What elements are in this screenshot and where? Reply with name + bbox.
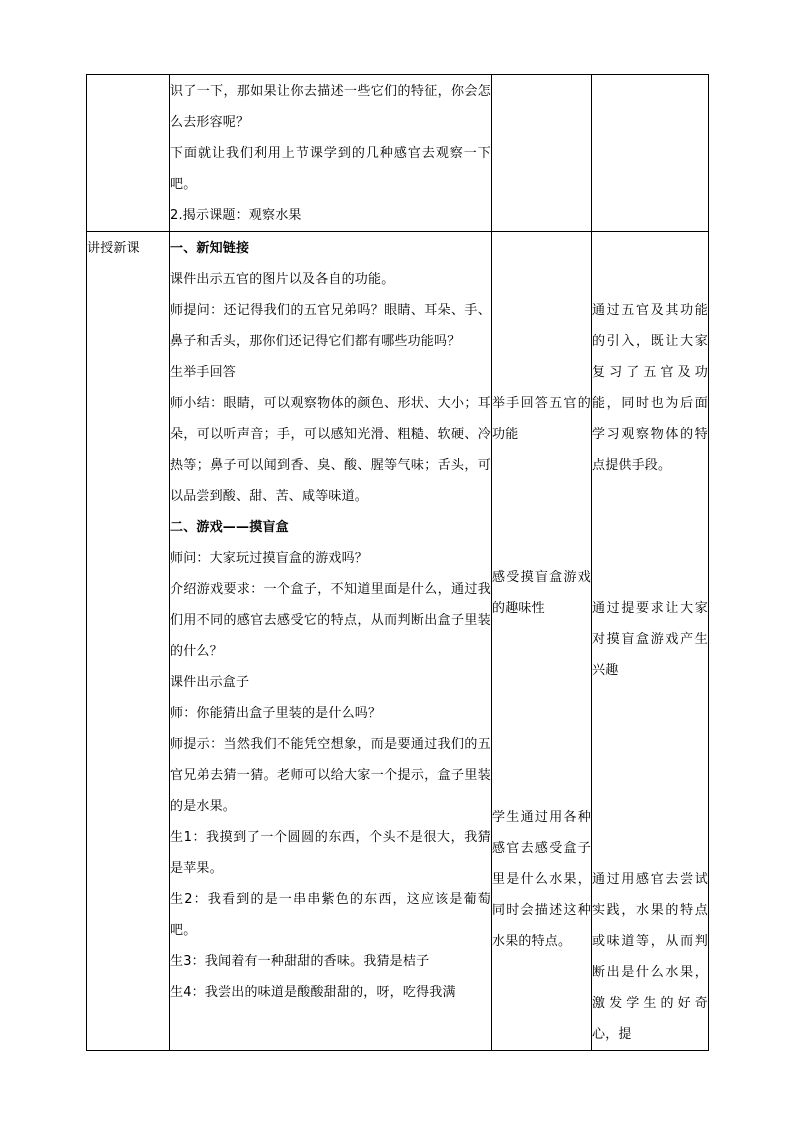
design-intent-cell <box>592 75 709 232</box>
content-paragraph: 生4：我尝出的味道是酸酸甜甜的，呀，吃得我满 <box>170 985 456 1000</box>
student-activity: 感受摸盲盒游戏的趣味性 <box>492 570 591 616</box>
table-row <box>87 75 709 232</box>
stage-label: 讲授新课 <box>87 241 140 256</box>
section-heading: 一、新知链接 <box>170 241 250 256</box>
teaching-content-cell <box>170 232 492 1051</box>
design-intent: 通过用感官去尝试实践，水果的特点或味道等，从而判断出是什么水果，激发学生的好奇心，提 <box>592 872 708 1042</box>
student-activity-cell <box>492 75 592 232</box>
content-paragraph: 生1：我摸到了一个圆圆的东西，个头不是很大，我猜是苹果。 <box>170 830 491 876</box>
student-activity-cell <box>492 232 592 1051</box>
design-intent: 通过提要求让大家对摸盲盒游戏产生兴趣 <box>592 601 708 678</box>
teaching-content-cell <box>170 75 492 232</box>
content-paragraph: 生举手回答 <box>170 365 237 380</box>
content-paragraph: 2.揭示课题：观察水果 <box>170 208 302 223</box>
stage-label-cell <box>87 232 170 1051</box>
section-heading: 二、游戏——摸盲盒 <box>170 520 289 535</box>
content-paragraph: 下面就让我们利用上节课学到的几种感官去观察一下吧。 <box>170 146 491 192</box>
student-activity: 学生通过用各种感官去感受盒子里是什么水果，同时会描述这种水果的特点。 <box>492 810 591 949</box>
content-paragraph: 师问：大家玩过摸盲盒的游戏吗？ <box>170 551 369 566</box>
content-paragraph: 生2：我看到的是一串串紫色的东西，这应该是葡萄吧。 <box>170 892 491 938</box>
design-intent-cell <box>592 232 709 1051</box>
student-activity: 举手回答五官的功能 <box>492 396 591 442</box>
content-paragraph: 课件出示五官的图片以及各自的功能。 <box>170 272 395 287</box>
content-paragraph: 课件出示盒子 <box>170 675 250 690</box>
content-paragraph: 识了一下，那如果让你去描述一些它们的特征，你会怎么去形容呢？ <box>170 84 491 130</box>
table-row <box>87 232 709 1051</box>
content-paragraph: 生3：我闻着有一种甜甜的香味。我猜是桔子 <box>170 954 430 969</box>
content-paragraph: 师提问：还记得我们的五官兄弟吗？眼睛、耳朵、手、鼻子和舌头，那你们还记得它们都有哪些功能吗？ <box>170 303 491 349</box>
content-paragraph: 师：你能猜出盒子里装的是什么吗？ <box>170 706 382 721</box>
stage-label-cell <box>87 75 170 232</box>
content-paragraph: 介绍游戏要求：一个盒子，不知道里面是什么，通过我们用不同的感官去感受它的特点，从而判断出盒子里装的什么？ <box>170 582 491 659</box>
design-intent: 通过五官及其功能的引入，既让大家复习了五官及功能，同时也为后面学习观察物体的特点提供手段。 <box>592 303 708 473</box>
content-paragraph: 师小结：眼睛，可以观察物体的颜色、形状、大小；耳朵，可以听声音；手，可以感知光滑、粗糙、软硬、冷热等；鼻子可以闻到香、臭、酸、腥等气味；舌头，可以品尝到酸、甜、苦、咸等味道。 <box>170 396 491 504</box>
content-paragraph: 师提示：当然我们不能凭空想象，而是要通过我们的五官兄弟去猜一猜。老师可以给大家一个提示，盒子里装的是水果。 <box>170 737 491 814</box>
lesson-plan-table <box>86 74 709 1051</box>
